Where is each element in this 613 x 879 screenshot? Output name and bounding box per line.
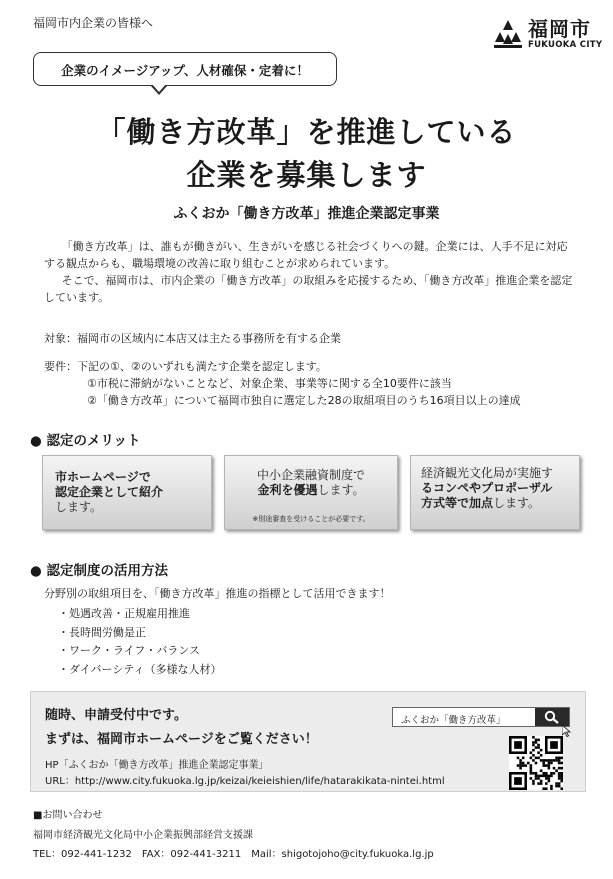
merit-box-homepage-text (55, 470, 203, 515)
cta-line-2: まずは、福岡市ホームページをご覧ください！ (45, 732, 318, 747)
fukuoka-city-logo (492, 10, 604, 62)
eligibility-requirement: 要件：下記の①、②のいずれも満たす企業を認定します。 (44, 360, 327, 373)
usage-item: ・長時間労働是正 (58, 626, 146, 639)
logo-text-ja: 福岡市 (528, 17, 591, 41)
merit-3-b: るコンペやプロポーザル (421, 481, 553, 495)
search-button[interactable] (535, 708, 569, 726)
merit-1-c: します。 (55, 500, 103, 514)
requirement-item-2: ②「働き方改革」について福岡市独自に選定した28の取組項目のうち16項目以上の達成 (87, 394, 521, 407)
subtitle: ふくおか「働き方改革」推進企業認定事業 (173, 206, 440, 222)
usage-item: ・処遇改善・正規雇用推進 (58, 607, 190, 620)
cta-homepage-name: HP「ふくおか「働き方改革」推進企業認定事業」 (45, 760, 269, 771)
merit-box-homepage (42, 455, 212, 530)
usage-item: ・ワーク・ライフ・バランス (58, 644, 201, 657)
merit-box-loan (224, 455, 398, 530)
intro-paragraph-1: 「働き方改革」は、誰もが働きがい、生きがいを感じる社会づくりへの鍵。企業には、人手不足に対応する観点からも、職場環境の改善に取り組むことが求められています。 (44, 240, 568, 270)
merit-2-b: 金利を優遇 (257, 483, 318, 497)
main-title-line2: 企業を募集します (186, 158, 427, 192)
usage-heading: ● 認定制度の活用方法 (30, 563, 168, 579)
merit-1-a: 市ホームページで (55, 470, 151, 484)
merit-3-a: 経済観光文化局が実施す (421, 466, 554, 480)
merits-heading: ● 認定のメリット (30, 433, 141, 449)
bubble-text: 企業のイメージアップ、人材確保・定着に！ (61, 63, 309, 78)
merit-box-competition-text (421, 466, 571, 511)
usage-item: ・ダイバーシティ（多様な人材） (58, 663, 222, 676)
merit-1-b: 認定企業として紹介 (55, 485, 164, 499)
merit-3-c: 方式等で加点 (421, 496, 494, 510)
main-title-line1: 「働き方改革」を推進している (96, 115, 517, 149)
qr-code-icon[interactable] (509, 736, 563, 790)
merit-3-d: します。 (493, 496, 541, 510)
cta-line-1: 随時、申請受付中です。 (45, 708, 187, 723)
merit-box-competition (410, 455, 580, 530)
application-callout (30, 691, 586, 792)
inquiry-organization: 福岡市経済観光文化局中小企業振興部経営支援課 (33, 830, 253, 841)
cta-url[interactable]: URL：http://www.city.fukuoka.lg.jp/keizai/keieishien/life/hatarakikata-nintei.html (45, 776, 445, 787)
speech-bubble (33, 52, 337, 86)
intro-text (44, 238, 574, 306)
search-box[interactable] (392, 707, 570, 727)
merit-2-c: します。 (317, 483, 365, 497)
inquiry-heading: ■お問い合わせ (33, 810, 103, 821)
merit-2-note: ※別途審査を受けることが必要です。 (252, 515, 370, 523)
merit-box-loan-text (231, 468, 391, 498)
requirement-item-1: ①市税に滞納がないことなど、対象企業、事業等に関する全10要件に該当 (87, 377, 452, 390)
addressee-text: 福岡市内企業の皆様へ (33, 16, 154, 30)
speech-bubble-tail-fill (152, 84, 166, 92)
intro-paragraph-2: そこで、福岡市は、市内企業の「働き方改革」の取組みを応援するため、「働き方改革」推進企業を認定しています。 (44, 274, 573, 304)
search-query-text: ふくおか「働き方改革」 (401, 715, 506, 726)
mouse-pointer-icon (562, 725, 571, 737)
fukuoka-city-emblem-icon (492, 18, 524, 50)
logo-text-en: FUKUOKA CITY (528, 40, 603, 50)
eligibility-target: 対象：福岡市の区域内に本店又は主たる事務所を有する企業 (44, 332, 341, 345)
inquiry-contact: TEL：092-441-1232 FAX：092-441-3211 Mail：shigotojoho@city.fukuoka.lg.jp (33, 849, 434, 860)
merit-2-a: 中小企業融資制度で (256, 468, 365, 482)
search-icon (544, 710, 560, 724)
usage-lead: 分野別の取組項目を、「働き方改革」推進の指標として活用できます！ (44, 587, 391, 600)
